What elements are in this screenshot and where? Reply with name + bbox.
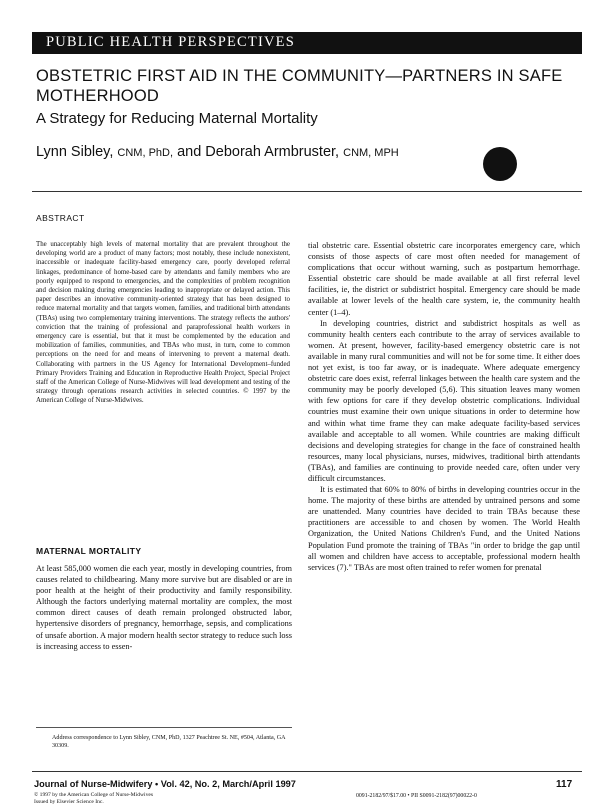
correspondence-address: Address correspondence to Lynn Sibley, CNM, PhD, 1327 Peachtree St. NE, #504, Atlanta, GA 30309. [52,735,286,749]
copyright-line-2: Issued by Elsevier Science Inc. [34,799,104,805]
banner-text: PUBLIC HEALTH PERSPECTIVES [46,34,295,50]
copyright-notice [34,792,153,806]
author-1-name: Lynn Sibley, [36,144,114,160]
right-paragraph-2: In developing countries, district and subdistrict hospitals as well as community health centers each contribute to the array of services available to women. At present, however, facility-based emergency obstetric care is not available in many rural communities and will not be for some time. It either does not yet exist, is too far away, or is inadequate. Where adequate emergency obstetric care does exist, referral linkages between the health care system and the community may be poorly developed (5,6). This situation leaves many women with few options for care if they develop obstetric complications. Individual countries must examine their own unique situations in order to determine how and within what time frame they can make adequate facility-based services available and acceptable to all women. While countries are making difficult decisions and developing strategies for change in the face of constrained health resources, many local physicians, nurses, midwives, traditional birth attendants (TBAs), and families are continuing to provide needed care, often under very difficult circumstances. [308,318,580,483]
abstract-text [36,240,290,406]
section-banner [32,32,582,54]
title-divider [32,191,582,192]
footer-divider [32,771,582,772]
right-paragraph-1: tial obstetric care. Essential obstetric care incorporates emergency care, which consists of those aspects of care most often needed for management of complications that occur without warning, such as postpartum hemorrhage. Essential obstetric care should be made available at all first referral level facilities, ie, the district or subdistrict hospital. Emergency care should be made available at lower levels of the health care system, ie, the community health center (1–4). [308,241,580,317]
right-column-text [308,240,580,573]
author-line [36,144,399,160]
abstract-paragraph: The unacceptably high levels of maternal mortality that are prevalent throughout the developing world are a product of many factors; most notably, these include nonexistent, inaccessible or inadequate facility-based emergency care, poorly developed referral linkages, predominance of home-based care by attendants and family members who are poorly equipped to respond to emergencies, and the complexities of problem recognition and decision making during emergencies leading to inappropriate or delayed action. This paper describes an innovative community-oriented strategy that has been designed to reduce maternal mortality and that targets women, families, and traditional birth attendants (TBAs) using two complementary training interventions. The strategy reflects the authors' conviction that the training of professional and paraprofessional health workers in emergency care is essential, but that it must be complemented by the education and mobilization of families, communities, and TBAs who must, in turn, come to common perceptions on the need for and means of intervening to prevent a maternal death. Collaborating with partners in the US Agency for International Development–funded Primary Providers Training and Education in Reproductive Health Project, Special Project staff of the American College of Nurse-Midwives will lead development and testing of the strategy through operations research activities in selected countries. © 1997 by the American College of Nurse-Midwives. [36,241,290,405]
journal-citation: Journal of Nurse-Midwifery • Vol. 42, No. 2, March/April 1997 [34,779,296,789]
right-paragraph-3: It is estimated that 60% to 80% of births in developing countries occur in the home. The majority of these births are attended by untrained persons and some are unattended. Many countries have decided to train TBAs because these practitioners are accessible to and chosen by women. The World Health Organization, the United Nations Children's Fund, and the United Nations Population Fund promote the training of TBAs "in order to bridge the gap until all women and children have access to acceptable, professional modern health services (7)." TBAs are most often trained to refer women for prenatal [308,485,580,572]
footnote-divider [36,727,292,728]
body-paragraph: At least 585,000 women die each year, mostly in developing countries, from causes related to childbearing. Many more survive but are disabled or are in poor health at the height of their productivity and family responsibility. Although the factors underlying maternal mortality are complex, the most common direct causes of death remain prolonged obstructed labor, hypertensive disorders of pregnancy, hemorrhage, sepsis, and complications of unsafe abortion. A major modern health sector strategy to reduce such loss is increasing access to essen- [36,564,292,651]
author-2-credentials: CNM, MPH [343,147,399,159]
article-code: 0091-2182/97/$17.00 • PII S0091-2182(97)00022-0 [356,793,477,799]
section-heading: MATERNAL MORTALITY [36,546,142,556]
article-subtitle: A Strategy for Reducing Maternal Mortality [36,110,318,127]
author-2-name: and Deborah Armbruster, [177,144,340,160]
abstract-heading: ABSTRACT [36,213,85,223]
author-1-credentials: CNM, PhD, [117,147,174,159]
article-title: OBSTETRIC FIRST AID IN THE COMMUNITY—PARTNERS IN SAFE MOTHERHOOD [36,67,563,105]
copyright-line-1: © 1997 by the American College of Nurse-Midwives [34,792,154,798]
page-number: 117 [556,779,573,790]
decorative-black-dot [483,147,517,181]
left-body-text [36,563,292,652]
